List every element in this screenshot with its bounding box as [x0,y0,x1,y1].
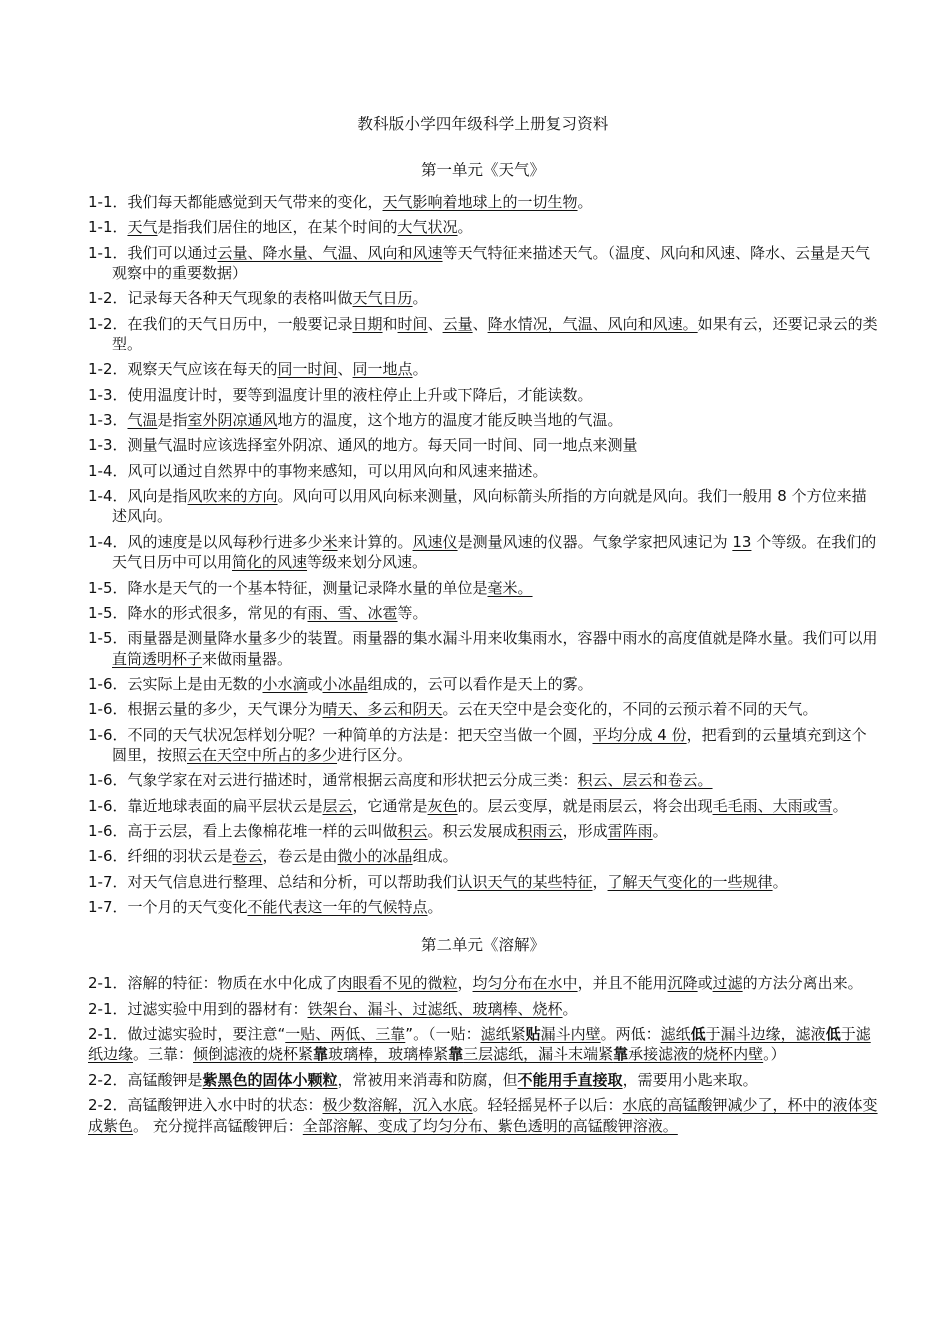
review-item [88,770,878,791]
review-item [88,288,878,309]
underlined-text: 低 [690,1024,706,1043]
review-item [88,314,878,355]
underlined-text: 雷阵雨 [607,821,653,840]
underlined-text: 晴天、多云和阴天 [322,700,443,719]
review-item [88,897,878,918]
item-text: 1-1． [88,218,128,237]
item-text: ， [457,974,473,993]
underlined-text: 卷云 [232,847,263,866]
underlined-text: 铁架台、漏斗、过滤纸、玻璃棒、烧杯 [307,999,563,1018]
item-text: 的方法分离出来。 [742,974,863,993]
item-text: 2-2．高锰酸钾是 [88,1070,203,1089]
underlined-text: 室外阴凉通风 [187,411,278,430]
item-text: 1-2．观察天气应该在每天的 [88,360,278,379]
underlined-text: 紫黑色的固体小颗粒 [202,1070,338,1089]
review-item [88,243,878,284]
item-text: 1-4．风可以通过自然界中的事物来感知，可以用风向和风速来描述。 [88,461,548,480]
underlined-text: 认识天气的某些特征 [457,872,593,891]
item-text: 1-5．降水是天气的一个基本特征，测量记录降水量的单位是 [88,578,488,597]
item-text: 1-3．使用温度计时，要等到温度计里的液柱停止上升或下降后，才能读数。 [88,385,593,404]
review-item [88,532,878,573]
underlined-text: 气温 [127,411,158,430]
underlined-text: 不能用手直接取 [517,1070,623,1089]
item-text: 等天气特征来描述天气。（温度、风向和风速、降水、云量是天气观察中的重要数据） [112,243,871,283]
item-text: 1-1．我们每天都能感觉到天气带来的变化， [88,193,383,211]
underlined-text: 灰色 [427,796,458,815]
underlined-text: 于漏斗边缘，滤液 [705,1024,826,1043]
item-text: 1-6．不同的天气状况怎样划分呢？一种简单的方法是：把天空当做一个圆， [88,725,593,744]
underlined-text: 天气 [127,218,158,237]
review-item [88,872,878,893]
item-text: 进行区分。 [337,746,413,765]
underlined-text: 不能代表这一年的气候特点 [247,897,428,916]
underlined-text: 云在天空中所占的多少 [187,746,338,765]
underlined-text: 于滤纸边缘 [88,1024,871,1064]
item-text: 。 [652,821,668,840]
item-text: ，并且不能用 [577,974,668,993]
underlined-text: 直筒透明杯子 [112,649,203,668]
underlined-text: 毛毛雨、大雨或雪 [712,796,833,815]
item-text: 2-1．溶解的特征：物质在水中化成了 [88,974,338,993]
item-text: 2-1．做过滤实验时，要注意“ [88,1024,286,1043]
review-item [88,796,878,817]
item-text: 等级来划分风速。 [307,553,428,572]
review-item [88,628,878,669]
item-text: 1-3．测量气温时应该选择室外阴凉、通风的地方。每天同一时间、同一地点来测量 [88,436,638,455]
underlined-text: 毫米。 [487,578,533,597]
underlined-text: 13 [732,532,752,551]
item-text: 1-6．高于云层，看上去像棉花堆一样的云叫做 [88,821,398,840]
item-text: 组成。 [412,847,458,866]
item-text: ，它通常是 [352,796,428,815]
unit-2-section [88,933,878,1136]
item-text: 和 [382,314,398,333]
item-text: 。两低： [600,1024,661,1043]
underlined-text: 米 [322,532,338,551]
underlined-text: 平均分成 4 份 [592,725,687,744]
item-text: ，常被用来消毒和防腐，但 [337,1070,518,1089]
item-text: ， [592,872,608,891]
review-item [88,725,878,766]
item-text: 来做雨量器。 [202,649,293,668]
underlined-text: 风吹来的方向 [187,486,278,505]
review-item [88,1024,878,1065]
item-text: 等。 [397,603,428,622]
underlined-text: 承接滤液的烧杯内壁 [628,1045,764,1064]
item-text: 1-7．对天气信息进行整理、总结和分析，可以帮助我们 [88,872,458,891]
item-text: 、 [337,360,353,379]
item-text: 2-1．过滤实验中用到的器材有： [88,999,308,1018]
item-text: ，把看到的云量填充到这个圆里，按照 [112,725,867,765]
underlined-text: 层云 [322,796,353,815]
item-text: 1-2．记录每天各种天气现象的表格叫做 [88,289,353,308]
review-item [88,999,878,1020]
underlined-text: 低 [825,1024,841,1043]
underlined-text: 小冰晶 [322,674,368,693]
review-item [88,821,878,842]
unit-1-title: 第一单元《天气》 [420,161,545,179]
underlined-text: 倾倒滤液的烧杯紧 [193,1045,314,1064]
unit-2-title: 第二单元《溶解》 [420,936,545,955]
item-text: ，形成 [562,821,608,840]
underlined-text: 日期 [352,314,383,333]
underlined-text: 滤纸紧 [480,1024,526,1043]
item-text: 。 [427,897,443,916]
review-item [88,359,878,380]
item-text: 或 [697,974,713,993]
unit-2-items [88,973,878,1136]
item-text: 的。层云变厚，就是雨层云，将会出现 [457,796,713,815]
review-item [88,603,878,624]
review-item [88,410,878,431]
item-text: 1-4．风向是指 [88,486,188,505]
item-text: 1-6．靠近地球表面的扁平层状云是 [88,796,323,815]
underlined-text: 了解天气变化的一些规律 [607,872,773,891]
item-text: 。 充分搅拌高锰酸钾后： [133,1116,303,1135]
item-text: 。 [562,999,578,1018]
item-text: 1-5．雨量器是测量降水量多少的装置。雨量器的集水漏斗用来收集雨水，容器中雨水的高度值就是降水量。我们可以用 [88,629,878,648]
item-text: 是指我们居住的地区，在某个时间的 [157,218,398,237]
item-text: 。三靠： [133,1045,194,1064]
item-text: 。 [772,872,788,891]
item-text: 1-6．纤细的羽状云是 [88,847,233,866]
item-text: 2-2．高锰酸钾进入水中时的状态： [88,1096,323,1115]
item-text: 。轻轻摇晃杯子以后： [472,1096,623,1115]
underlined-text: 积雨云 [517,821,563,840]
item-text: 或 [307,674,323,693]
underlined-text: 大气状况 [397,218,458,237]
item-text: 。云在天空中是会变化的，不同的云预示着不同的天气。 [442,700,818,719]
item-text: 、 [472,314,488,333]
underlined-text: 天气日历 [352,289,413,308]
review-item [88,217,878,238]
underlined-text: 全部溶解、变成了均匀分布、紫色透明的高锰酸钾溶液。 [302,1116,678,1135]
item-text: 来计算的。 [337,532,413,551]
item-text: 1-4．风的速度是以风每秒行进多少 [88,532,323,551]
underlined-text: 云量、降水量、气温、风向和风速 [217,243,443,262]
item-text: ，卷云是由 [262,847,338,866]
unit-1-items [88,192,878,917]
item-text: 。风向可以用风向标来测量，风向标箭头所指的方向就是风向。我们一般用 8 个方位来描述风向。 [112,486,867,526]
item-text: 1-6．云实际上是由无数的 [88,674,263,693]
item-text: 1-5．降水的形式很多，常见的有 [88,603,308,622]
unit-1-section [88,158,878,917]
underlined-text: 同一时间 [277,360,338,379]
underlined-text: 积云 [397,821,428,840]
item-text: 1-2．在我们的天气日历中，一般要记录 [88,314,353,333]
review-item [88,435,878,456]
item-text: 1-6．气象学家在对云进行描述时，通常根据云高度和形状把云分成三类： [88,771,578,790]
review-item [88,699,878,720]
underlined-text: 贴 [525,1024,541,1043]
underlined-text: 时间 [397,314,428,333]
underlined-text: 水底的高锰酸钾减少了，杯中的液体变成紫色 [88,1096,878,1135]
underlined-text: 漏斗内壁 [540,1024,601,1043]
item-text: 是指 [157,411,188,430]
review-item [88,192,878,213]
underlined-text: 降水情况，气温、风向和风速。 [487,314,698,333]
underlined-text: 沉降 [667,974,698,993]
underlined-text: 同一地点 [352,360,413,379]
review-item [88,461,878,482]
item-text: 1-6．根据云量的多少，天气课分为 [88,700,323,719]
underlined-text: 天气影响着地球上的一切生物 [382,193,578,211]
underlined-text: 靠 [613,1045,629,1064]
item-text: 地方的温度，这个地方的温度才能反映当地的气温。 [277,411,623,430]
underlined-text: 肉眼看不见的微粒 [337,974,458,993]
underlined-text: 风速仪 [412,532,458,551]
underlined-text: 玻璃棒，玻璃棒紧 [328,1045,449,1064]
review-item [88,486,878,527]
item-text: 如果有云，还要记录云的类型。 [112,314,878,354]
item-text: 。积云发展成 [427,821,518,840]
review-item [88,674,878,695]
review-item [88,846,878,867]
underlined-text: 靠 [448,1045,464,1064]
item-text: 、 [427,314,443,333]
item-text: 。） [763,1045,786,1064]
underlined-text: 滤纸 [660,1024,691,1043]
underlined-text: 小水滴 [262,674,308,693]
underlined-text: 积云、层云和卷云。 [577,771,713,790]
item-text: 。 [832,796,848,815]
underlined-text: 均匀分布在水中 [472,974,578,993]
review-item [88,1095,878,1136]
underlined-text: 微小的冰晶 [337,847,413,866]
item-text: 。 [577,193,593,211]
underlined-text: 一贴、两低、三靠 [285,1024,406,1043]
item-text: 组成的，云可以看作是天上的雾。 [367,674,593,693]
review-item [88,578,878,599]
item-text: 1-3． [88,411,128,430]
item-text: 1-7．一个月的天气变化 [88,897,248,916]
review-item [88,385,878,406]
item-text: 个等级。在我们的天气日历中可以用 [112,532,877,572]
underlined-text: 云量 [442,314,473,333]
review-item [88,1070,878,1091]
review-item [88,973,878,994]
underlined-text: 三层滤纸，漏斗末端紧 [463,1045,614,1064]
item-text: ”。（一贴： [405,1024,481,1043]
item-text: 。 [412,360,428,379]
underlined-text: 简化的风速 [232,553,308,572]
item-text: 。 [412,289,428,308]
underlined-text: 过滤 [712,974,743,993]
underlined-text: 靠 [313,1045,329,1064]
underlined-text: 极少数溶解，沉入水底 [322,1096,473,1115]
item-text: ，需要用小匙来取。 [622,1070,758,1089]
underlined-text: 雨、雪、冰雹 [307,603,398,622]
item-text: 1-1．我们可以通过 [88,243,218,262]
item-text: 是测量风速的仪器。气象学家把风速记为 [457,532,733,551]
document-title: 教科版小学四年级科学上册复习资料 [357,115,609,133]
item-text: 。 [457,218,473,237]
